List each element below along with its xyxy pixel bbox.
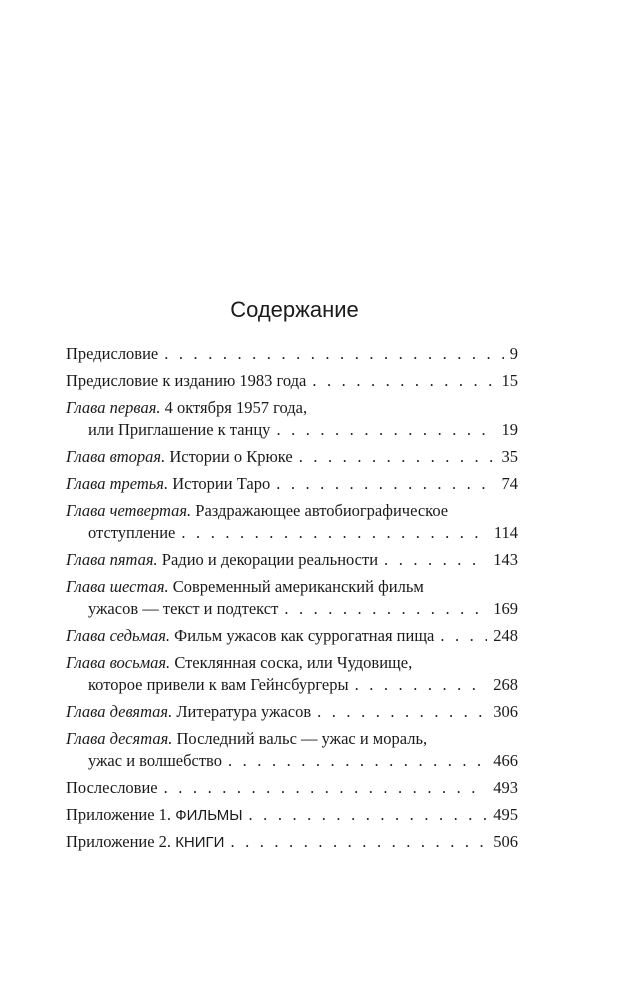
chapter-label: Глава девятая. <box>66 702 173 721</box>
dot-leader <box>228 750 487 772</box>
page-number: 114 <box>493 523 518 542</box>
toc-entry-text <box>66 831 224 854</box>
entry-title: ужасов — текст и подтекст <box>88 599 279 618</box>
entry-title: Литература ужасов <box>176 702 312 721</box>
entry-title: 4 октября 1957 года, <box>164 398 308 417</box>
toc-line <box>66 343 518 365</box>
toc-line <box>66 419 518 441</box>
chapter-label: Глава пятая. <box>66 550 158 569</box>
toc-entry-text <box>66 728 427 750</box>
toc-entry-text <box>66 652 412 674</box>
toc-entry <box>66 446 518 468</box>
toc-entry-text <box>66 397 307 419</box>
toc-entry-text <box>88 419 270 441</box>
entry-title: Истории Таро <box>172 474 271 493</box>
toc-entry-text <box>66 625 434 647</box>
entry-title: Приложение 2. <box>66 832 172 851</box>
chapter-label: Глава четвертая. <box>66 501 192 520</box>
page-number: 169 <box>493 599 518 618</box>
entry-title: Радио и декорации реальности <box>161 550 379 569</box>
toc-entry <box>66 831 518 853</box>
toc-line <box>66 370 518 392</box>
toc-line <box>66 750 518 772</box>
dot-leader <box>440 625 487 647</box>
toc-line <box>66 446 518 468</box>
chapter-label: Глава шестая. <box>66 577 169 596</box>
page-number: 248 <box>493 626 518 645</box>
dot-leader <box>276 419 495 441</box>
dot-leader <box>355 674 488 696</box>
toc-line <box>66 576 518 598</box>
dot-leader <box>299 446 496 468</box>
page-number: 35 <box>501 447 518 466</box>
toc-line <box>66 473 518 495</box>
page-number: 74 <box>501 474 518 493</box>
page-number: 506 <box>493 832 518 851</box>
dot-leader <box>181 522 487 544</box>
toc-line <box>66 652 518 674</box>
dot-leader <box>284 598 487 620</box>
appendix-title: ФИЛЬМЫ <box>175 807 243 824</box>
toc-entry-text <box>66 549 378 571</box>
table-of-contents <box>66 343 518 858</box>
appendix-title: КНИГИ <box>175 834 225 851</box>
page-number: 466 <box>493 751 518 770</box>
toc-entry <box>66 576 518 620</box>
toc-entry-text <box>88 522 175 544</box>
chapter-label: Глава седьмая. <box>66 626 171 645</box>
toc-entry <box>66 701 518 723</box>
toc-line <box>66 522 518 544</box>
toc-entry <box>66 777 518 799</box>
dot-leader <box>249 804 488 826</box>
dot-leader <box>164 343 504 365</box>
entry-title: Последний вальс — ужас и мораль, <box>176 729 428 748</box>
toc-entry <box>66 500 518 544</box>
entry-title: которое привели к вам Гейнсбургеры <box>88 675 349 694</box>
entry-title: или Приглашение к танцу <box>88 420 271 439</box>
toc-entry-text <box>88 674 349 696</box>
toc-line <box>66 598 518 620</box>
entry-title: Современный американский фильм <box>172 577 424 596</box>
entry-title: Фильм ужасов как суррогатная пища <box>174 626 435 645</box>
toc-entry <box>66 370 518 392</box>
toc-entry-text <box>66 343 158 365</box>
toc-line <box>66 500 518 522</box>
toc-line <box>66 804 518 826</box>
dot-leader <box>276 473 495 495</box>
toc-entry <box>66 397 518 441</box>
entry-title: Истории о Крюке <box>169 447 293 466</box>
toc-entry <box>66 343 518 365</box>
toc-entry-text <box>88 750 222 772</box>
toc-entry <box>66 652 518 696</box>
toc-entry <box>66 625 518 647</box>
toc-entry <box>66 549 518 571</box>
toc-entry-text <box>66 777 158 799</box>
page-number: 493 <box>493 778 518 797</box>
dot-leader <box>164 777 488 799</box>
dot-leader <box>230 831 487 853</box>
toc-entry-text <box>66 576 424 598</box>
toc-line <box>66 625 518 647</box>
page-number: 19 <box>501 420 518 439</box>
chapter-label: Глава десятая. <box>66 729 173 748</box>
toc-line <box>66 777 518 799</box>
page-title: Содержание <box>230 297 359 322</box>
entry-title: Раздражающее автобиографическое <box>195 501 449 520</box>
page-number: 268 <box>493 675 518 694</box>
entry-title: Предисловие к изданию 1983 года <box>66 371 307 390</box>
page-number: 143 <box>493 550 518 569</box>
entry-title: Послесловие <box>66 778 158 797</box>
toc-line <box>66 701 518 723</box>
chapter-label: Глава первая. <box>66 398 161 417</box>
toc-entry-text <box>88 598 278 620</box>
toc-entry <box>66 804 518 826</box>
entry-title: Приложение 1. <box>66 805 172 824</box>
dot-leader <box>317 701 487 723</box>
toc-line <box>66 674 518 696</box>
entry-title: Предисловие <box>66 344 159 363</box>
chapter-label: Глава восьмая. <box>66 653 171 672</box>
toc-line <box>66 549 518 571</box>
page-number: 9 <box>509 344 518 363</box>
chapter-label: Глава вторая. <box>66 447 166 466</box>
toc-entry <box>66 728 518 772</box>
entry-title: ужас и волшебство <box>88 751 222 770</box>
toc-entry-text <box>66 500 448 522</box>
entry-title: Стеклянная соска, или Чудовище, <box>174 653 413 672</box>
toc-entry <box>66 473 518 495</box>
dot-leader <box>384 549 487 571</box>
toc-line <box>66 728 518 750</box>
page-number: 495 <box>493 805 518 824</box>
dot-leader <box>312 370 495 392</box>
toc-entry-text <box>66 804 243 827</box>
toc-line <box>66 397 518 419</box>
toc-entry-text <box>66 370 306 392</box>
page-number: 15 <box>501 371 518 390</box>
toc-entry-text <box>66 446 293 468</box>
toc-line <box>66 831 518 853</box>
entry-title: отступление <box>88 523 176 542</box>
toc-entry-text <box>66 473 270 495</box>
toc-entry-text <box>66 701 311 723</box>
page-number: 306 <box>493 702 518 721</box>
chapter-label: Глава третья. <box>66 474 169 493</box>
